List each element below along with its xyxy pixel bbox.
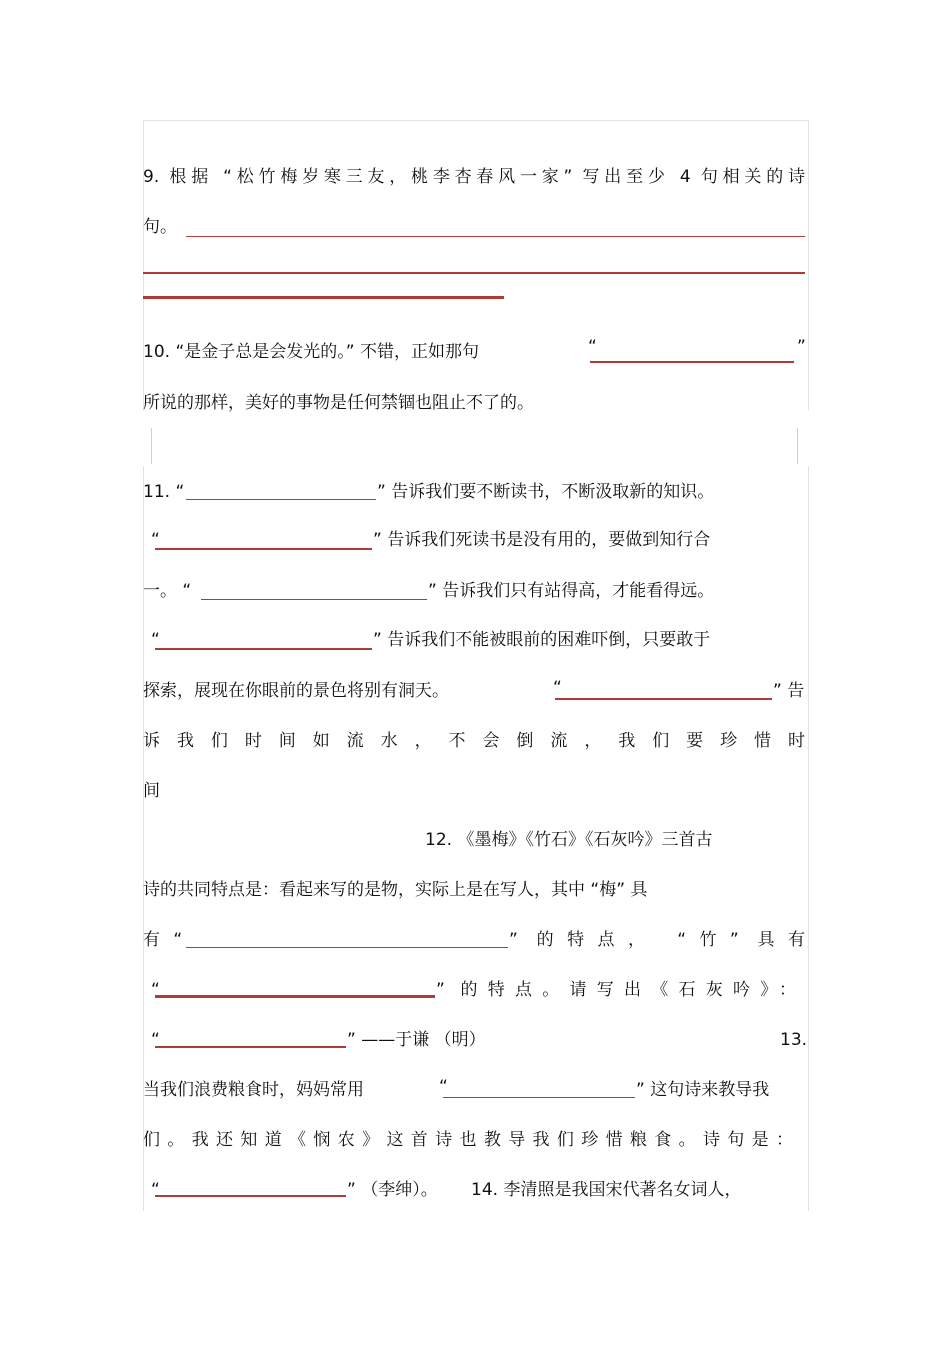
q12-line5-pre: “ xyxy=(151,1030,160,1050)
q13-blank-1[interactable] xyxy=(443,1097,635,1098)
q11-blank-5[interactable] xyxy=(555,698,772,700)
q13-line1-pre: 当我们浪费粮食时，妈妈常用 xyxy=(143,1080,364,1100)
q11-blank-2[interactable] xyxy=(155,548,372,550)
q11-line1-pre: 11. “ xyxy=(143,482,185,502)
q11-line1-post: ” 告诉我们要不断读书，不断汲取新的知识。 xyxy=(377,482,715,502)
q14-line1: 14. 李清照是我国宋代著名女词人， xyxy=(471,1180,742,1200)
q10-line1: 10. “是金子总是会发光的。” 不错，正如那句 xyxy=(143,342,479,362)
q10-open-quote: “ xyxy=(588,337,597,357)
q12-line5-post: ” ——于谦 （明） xyxy=(347,1030,486,1050)
q13-line1-post: ” 这句诗来教导我 xyxy=(636,1080,770,1100)
q9-answer-blank-1[interactable] xyxy=(186,236,805,237)
q11-line3-post: ” 告诉我们只有站得高，才能看得远。 xyxy=(428,581,715,601)
q12-line4-post: ” 的特点。请写出《石灰吟》： xyxy=(436,980,796,1000)
q11-blank-3[interactable] xyxy=(201,599,427,600)
q13-number: 13. xyxy=(780,1030,808,1050)
q11-line3-pre: 一。 “ xyxy=(143,581,192,601)
q11-blank-1[interactable] xyxy=(186,499,376,500)
q11-line4-pre: “ xyxy=(151,630,160,650)
page-gap xyxy=(140,410,810,466)
q11-line5-post: ” 告 xyxy=(773,681,805,701)
q12-blank-1[interactable] xyxy=(186,947,508,948)
q9-line2: 句。 xyxy=(143,217,177,237)
q9-answer-blank-3[interactable] xyxy=(143,296,504,299)
q11-line2-pre: “ xyxy=(151,530,160,550)
q11-line5-open: “ xyxy=(553,678,562,698)
q10-close-quote: ” xyxy=(797,337,806,357)
q9-answer-blank-2[interactable] xyxy=(143,272,805,274)
page-corner-left xyxy=(143,428,152,464)
q13-blank-2[interactable] xyxy=(155,1195,346,1197)
q12-line3-post: ” 的特点， “竹” 具有 xyxy=(509,930,805,950)
q11-line7: 间 xyxy=(143,781,160,801)
q10-answer-blank[interactable] xyxy=(590,361,794,363)
q12-blank-3[interactable] xyxy=(155,1046,346,1048)
q9-line1: 9. 根据 “松竹梅岁寒三友，桃李杏春风一家” 写出至少 4 句相关的诗 xyxy=(143,167,805,187)
q12-line4-pre: “ xyxy=(151,980,160,1000)
q13-line3-pre: “ xyxy=(151,1180,160,1200)
q12-line1: 12. 《墨梅》《竹石》《石灰吟》三首古 xyxy=(425,830,713,850)
q11-line6: 诉我们时间如流水，不会倒流，我们要珍惜时 xyxy=(143,731,805,751)
q10-line2: 所说的那样，美好的事物是任何禁锢也阻止不了的。 xyxy=(143,393,534,413)
q12-line3-pre: 有 “ xyxy=(143,930,187,950)
page-corner-right xyxy=(797,428,806,464)
q12-line2: 诗的共同特点是：看起来写的是物，实际上是在写人，其中 “梅” 具 xyxy=(143,880,648,900)
q11-blank-4[interactable] xyxy=(155,648,372,650)
q12-blank-2[interactable] xyxy=(155,995,435,998)
q13-line3-post: ” （李绅）。 xyxy=(347,1180,438,1200)
q11-line5-pre: 探索，展现在你眼前的景色将别有洞天。 xyxy=(143,681,449,701)
q11-line4-post: ” 告诉我们不能被眼前的困难吓倒，只要敢于 xyxy=(373,630,711,650)
q11-line2-post: ” 告诉我们死读书是没有用的，要做到知行合 xyxy=(373,530,711,550)
q13-line1-open: “ xyxy=(439,1077,448,1097)
q13-line2: 们。我还知道《悯农》这首诗也教导我们珍惜粮食。诗句是： xyxy=(143,1130,793,1150)
